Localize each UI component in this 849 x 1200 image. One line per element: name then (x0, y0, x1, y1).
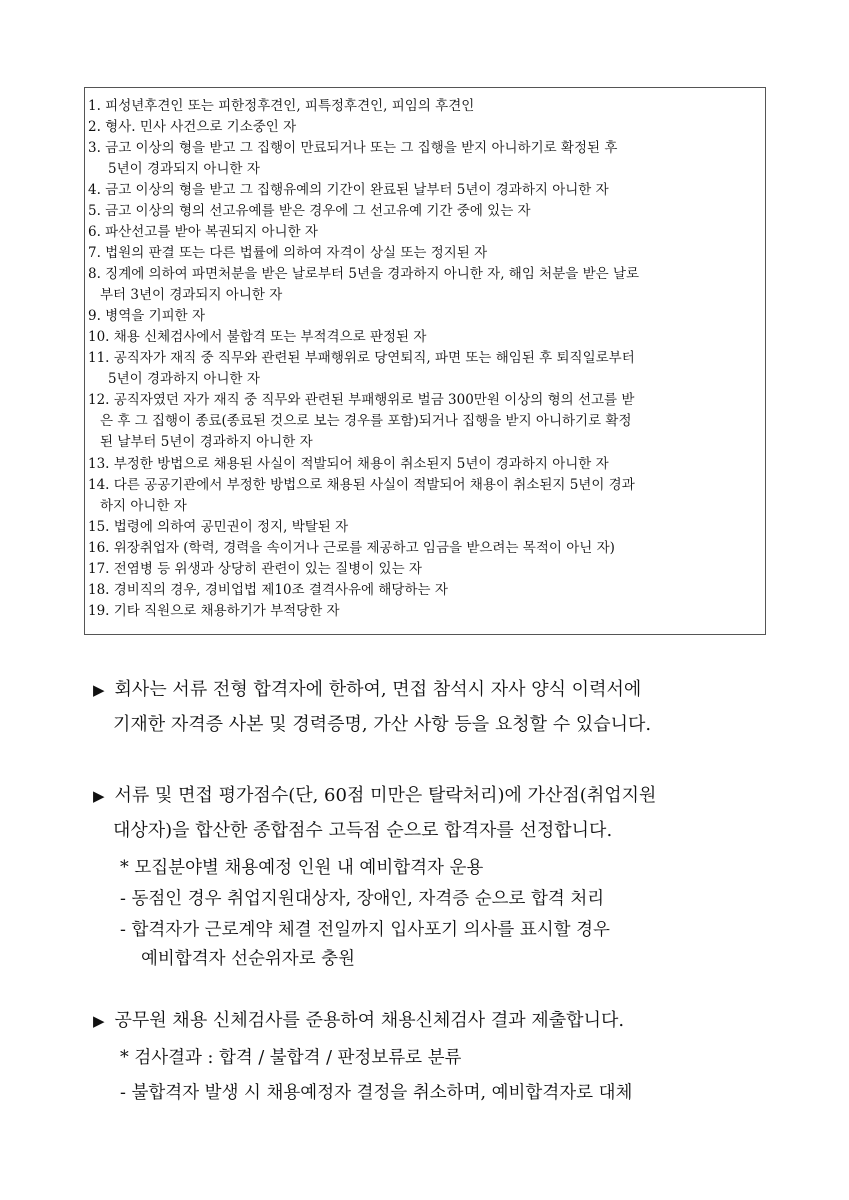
section1-line1: 회사는 서류 전형 합격자에 한하여, 면접 참석시 자사 양식 이력서에 (114, 679, 642, 700)
section3-note-fail: - 불합격자 발생 시 채용예정자 결정을 취소하며, 예비합격자로 대체 (120, 1083, 633, 1103)
criterion-line: 5년이 경과되지 아니한 자 (108, 161, 260, 177)
criterion-line: 14. 다른 공공기관에서 부정한 방법으로 채용된 사실이 적발되어 채용이 취소된지 5년이 경과 (88, 477, 635, 493)
section2-note-tie: - 동점인 경우 취업지원대상자, 장애인, 자격증 순으로 합격 처리 (120, 889, 605, 909)
triangle-bullet-icon: ▶ (93, 787, 105, 805)
criterion-line: 7. 법원의 판결 또는 다른 법률에 의하여 자격이 상실 또는 정지된 자 (88, 245, 488, 261)
triangle-bullet-icon: ▶ (93, 681, 105, 699)
criterion-line: 10. 채용 신체검사에서 불합격 또는 부적격으로 판정된 자 (88, 329, 427, 345)
criterion-line: 6. 파산선고를 받아 복권되지 아니한 자 (88, 224, 318, 240)
criterion-line: 4. 금고 이상의 형을 받고 그 집행유예의 기간이 완료된 날부터 5년이 경과하지 아니한 자 (88, 182, 609, 198)
criterion-line: 12. 공직자였던 자가 재직 중 직무와 관련된 부패행위로 벌금 300만원 이상의 형의 선고를 받 (88, 392, 635, 408)
triangle-bullet-icon: ▶ (93, 1012, 105, 1030)
criterion-line: 16. 위장취업자 (학력, 경력을 속이거나 근로를 제공하고 임금을 받으려는 목적이 아닌 자) (88, 540, 615, 556)
criterion-line: 부터 3년이 경과되지 아니한 자 (100, 287, 283, 303)
section1-paragraph (93, 677, 773, 703)
section3-note-results: * 검사결과 : 합격 / 불합격 / 판정보류로 분류 (120, 1048, 462, 1068)
section3-paragraph (93, 1008, 773, 1034)
criterion-line: 1. 피성년후견인 또는 피한정후견인, 피특정후견인, 피임의 후견인 (88, 98, 475, 114)
section2-paragraph (93, 783, 773, 809)
criterion-line: 은 후 그 집행이 종료(종료된 것으로 보는 경우를 포함)되거나 집행을 받지 아니하기로 확정 (100, 413, 632, 429)
criterion-line: 된 날부터 5년이 경과하지 아니한 자 (100, 434, 313, 450)
section3-line1: 공무원 채용 신체검사를 준용하여 채용신체검사 결과 제출합니다. (114, 1010, 625, 1031)
criterion-line: 11. 공직자가 재직 중 직무와 관련된 부패행위로 당연퇴직, 파면 또는 해임된 후 퇴직일로부터 (88, 350, 635, 366)
criterion-line: 8. 징계에 의하여 파면처분을 받은 날로부터 5년을 경과하지 아니한 자, 해임 처분을 받은 날로 (88, 266, 640, 282)
criterion-line: 19. 기타 직원으로 채용하기가 부적당한 자 (88, 603, 340, 619)
section2-note-forfeit: - 합격자가 근로계약 체결 전일까지 입사포기 의사를 표시할 경우 (120, 920, 610, 940)
criterion-line: 3. 금고 이상의 형을 받고 그 집행이 만료되거나 또는 그 집행을 받지 아니하기로 확정된 후 (88, 140, 618, 156)
section2-note-forfeit-cont: 예비합격자 선순위자로 충원 (141, 949, 355, 969)
criterion-line: 5년이 경과하지 아니한 자 (108, 371, 260, 387)
criterion-line: 18. 경비직의 경우, 경비업법 제10조 결격사유에 해당하는 자 (88, 582, 448, 598)
criterion-line: 17. 전염병 등 위생과 상당히 관련이 있는 질병이 있는 자 (88, 561, 422, 577)
section1-line2: 기재한 자격증 사본 및 경력증명, 가산 사항 등을 요청할 수 있습니다. (113, 714, 652, 735)
disqualification-criteria-box (84, 87, 766, 635)
section2-line2: 대상자)을 합산한 종합점수 고득점 순으로 합격자를 선정합니다. (113, 820, 613, 841)
criterion-line: 15. 법령에 의하여 공민권이 정지, 박탈된 자 (88, 519, 349, 535)
section2-note-reserve: * 모집분야별 채용예정 인원 내 예비합격자 운용 (120, 858, 484, 878)
criterion-line: 9. 병역을 기피한 자 (88, 308, 206, 324)
criterion-line: 2. 형사. 민사 사건으로 기소중인 자 (88, 119, 297, 135)
criterion-line: 하지 아니한 자 (100, 498, 187, 514)
section2-line1: 서류 및 면접 평가점수(단, 60점 미만은 탈락처리)에 가산점(취업지원 (114, 785, 657, 806)
criterion-line: 13. 부정한 방법으로 채용된 사실이 적발되어 채용이 취소된지 5년이 경과하지 아니한 자 (88, 456, 609, 472)
criterion-line: 5. 금고 이상의 형의 선고유예를 받은 경우에 그 선고유예 기간 중에 있는 자 (88, 203, 531, 219)
